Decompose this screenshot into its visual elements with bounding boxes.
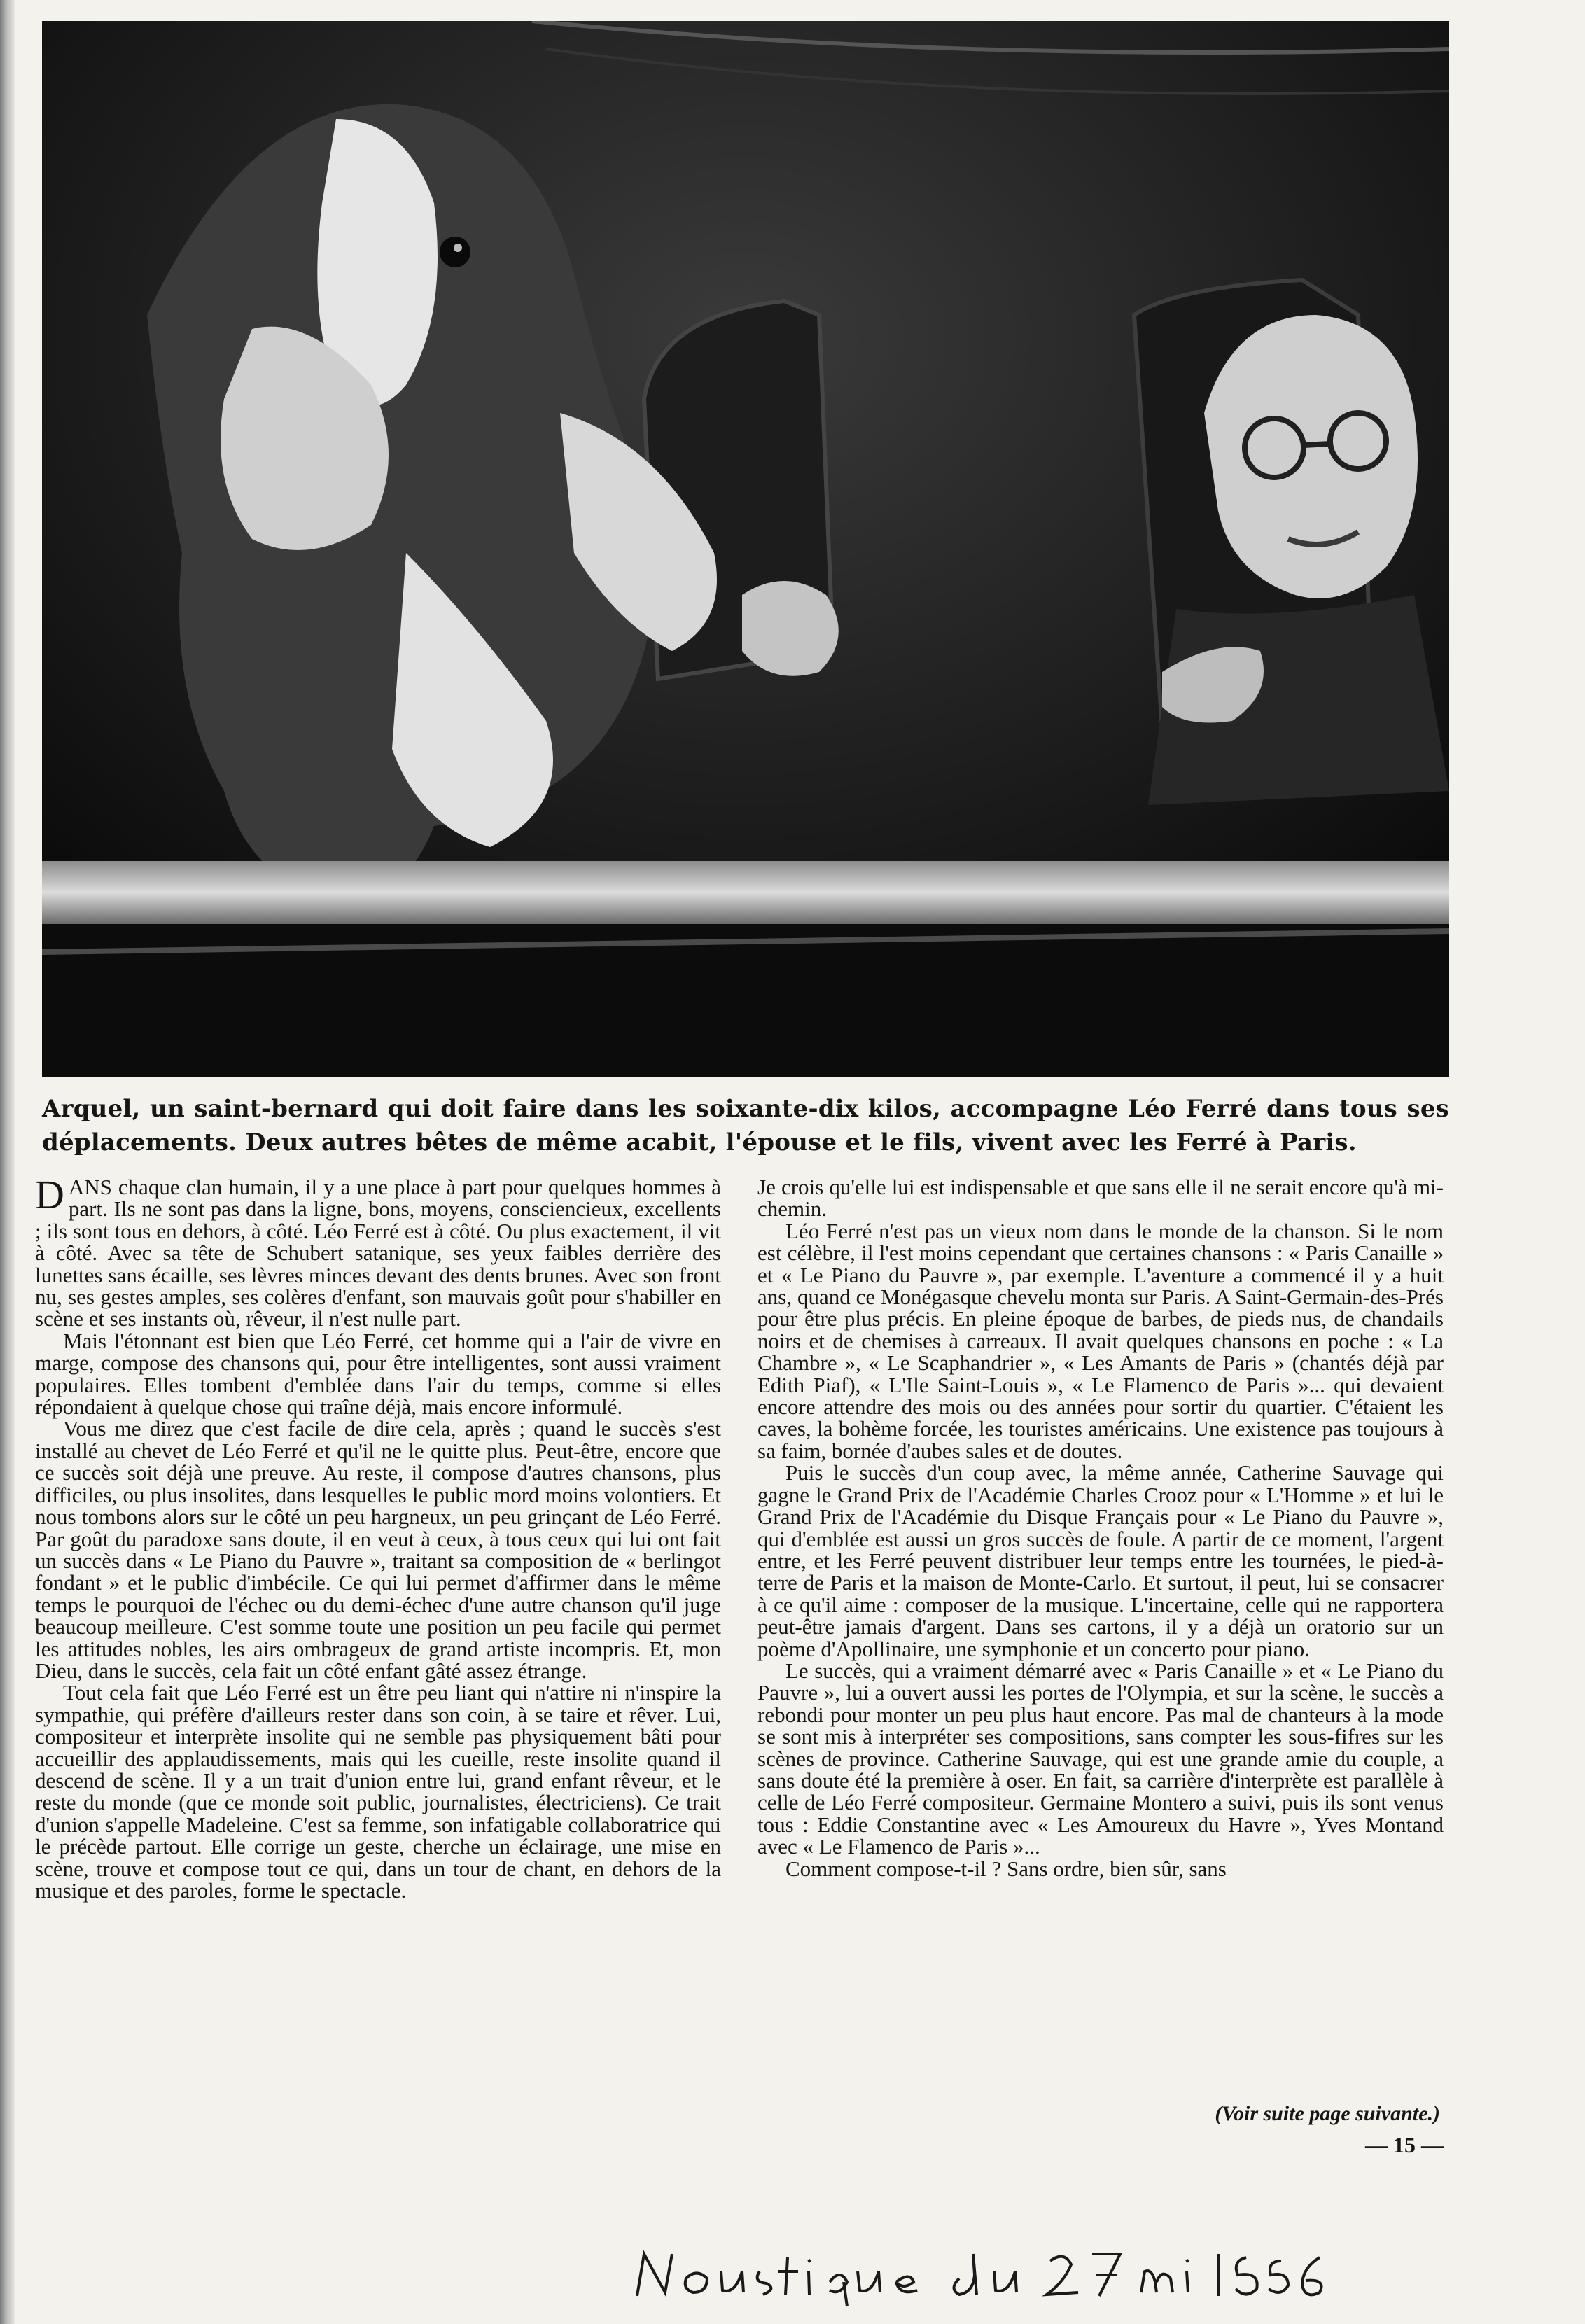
photo-dog-and-man-icon (42, 21, 1449, 1077)
article-paragraph: Le succès, qui a vraiment démarré avec « Paris Canaille » et « Le Piano du Pauvre », lui a ouvert aussi les portes de l'Olympia, et sur la scène, le succès a rebondi pour monter un peu plus haut encore. Pas mal de chanteurs à la mode se sont mis à interpréter ses compositions, sans compter les sous-fifres sur les scènes de province. Catherine Sauvage, qui est une grande amie du couple, a sans doute été la première à oser. En fait, sa carrière d'interprète est parallèle à celle de Léo Ferré compositeur. Germaine Montero a suivi, puis ils sont venus tous : Eddie Constantine avec « Les Amoureux du Havre », Yves Montand avec « Le Flamenco de Paris »... (757, 1658, 1444, 1859)
photo-caption: Arquel, un saint-bernard qui doit faire dans les soixante-dix kilos, accompagne Léo Ferré dans tous ses déplacements. Deux autres bêtes de même acabit, l'épouse et le fils, vivent avec les Ferré à Paris. (42, 1095, 1449, 1156)
page-number: — 15 — (1365, 2132, 1444, 2157)
article-paragraph: Tout cela fait que Léo Ferré est un être peu liant qui n'attire ni n'inspire la sympathie, qui préfère d'ailleurs rester dans son coin, à se taire et rêver. Lui, compositeur et interprète insolite qui ne semble pas physiquement bâti pour accueillir des applaudissements, mais qui les cueille, reste insolite quand il descend de scène. Il y a un trait d'union entre lui, grand enfant rêveur, et le reste du monde (que ce monde soit public, journalistes, électriciens). Ce trait d'union s'appelle Madeleine. C'est sa femme, son infatigable collaboratrice qui le précède partout. Elle corrige un geste, cherche un éclairage, une mise en scène, trouve et compose tout ce qui, dans un tour de chant, en dehors de la musique et des paroles, forme le spectacle. (35, 1680, 721, 1903)
article-paragraph: DANS chaque clan humain, il y a une place à part pour quelques hommes à part. Ils ne sont pas dans la ligne, bons, moyens, consciencieux, excellents ; ils sont tous en dehors, à côté. Léo Ferré est à côté. Ou plus exactement, il vit à côté. Avec sa tête de Schubert satanique, ses yeux faibles derrière des lunettes sans écaille, ses lèvres minces devant des dents brunes. Avec son front nu, ses gestes amples, ses colères d'enfant, son mauvais goût pour s'habiller en scène et ses instants où, rêveur, il n'est nulle part. (35, 1172, 721, 1331)
article-paragraph: Léo Ferré n'est pas un vieux nom dans le monde de la chanson. Si le nom est célèbre, il l'est moins cependant que certaines chansons : « Paris Canaille » et « Le Piano du Pauvre », par exemple. L'aventure a commencé il y a huit ans, quand ce Monégasque chevelu monta sur Paris. A Saint-Germain-des-Prés pour être plus précis. En pleine époque de barbes, de pieds nus, de chandails noirs et de chemises à carreaux. Il avait quelques chansons en poche : « La Chambre », « Le Scaphandrier », « Les Amants de Paris » (chantés déjà par Edith Piaf), « L'Ile Saint-Louis », « Le Flamenco de Paris »... qui devaient encore attendre des mois ou des années pour sortir du quartier. C'étaient les caves, la bohème forcée, les touristes américains. Une existence pas toujours à sa faim, bornée d'aubes sales et de doutes. (757, 1218, 1444, 1463)
article-right-column (757, 1176, 1444, 1879)
article-paragraph: Puis le succès d'un coup avec, la même année, Catherine Sauvage qui gagne le Grand Prix de l'Académie Charles Crooz pour « L'Homme » et lui le Grand Prix de l'Académie du Disque Français pour « Le Piano du Pauvre », qui d'emblée est aussi un gros succès de foule. A partir de ce moment, l'argent entre, et les Ferré peuvent distribuer leur temps entre les tournées, le pied-à-terre de Paris et la maison de Monte-Carlo. Et surtout, il peut, lui se consacrer à ce qu'il aime : composer de la musique. L'incertaine, celle qui ne rapportera peut-être jamais d'argent. Dans ses cartons, il y a déjà un oratorio sur un poème d'Apollinaire, une symphonie et un concerto pour piano. (757, 1460, 1444, 1661)
continued-notice: (Voir suite page suivante.) (1215, 2102, 1440, 2125)
scan-edge-shadow (0, 0, 15, 2324)
article-paragraph: Comment compose-t-il ? Sans ordre, bien sûr, sans (785, 1856, 1227, 1881)
handwritten-note (630, 2240, 1330, 2310)
article-paragraph: Je crois qu'elle lui est indispensable et que sans elle il ne serait encore qu'à mi-chemin. (757, 1175, 1444, 1222)
article-photo (42, 21, 1449, 1077)
article-paragraph: Mais l'étonnant est bien que Léo Ferré, cet homme qui a l'air de vivre en marge, compose des chansons qui, pour être intelligentes, sont aussi vraiment populaires. Elles tombent d'emblée dans l'air du temps, comme si elles répondaient à quelque chose qui traîne déjà, mais encore informulé. (35, 1328, 721, 1420)
article-paragraph: Vous me direz que c'est facile de dire cela, après ; quand le succès s'est installé au chevet de Léo Ferré et qu'il ne le quitte plus. Peut-être, encore que ce succès soit déjà une preuve. Au reste, il compose d'autres chansons, plus difficiles, ou plus insolites, dans lesquelles le public mord moins volontiers. Et nous tombons alors sur le côté un peu hargneux, un peu grinçant de Léo Ferré. Par goût du paradoxe sans doute, il en veut à ceux, à tous ceux qui lui ont fait un succès dans « Le Piano du Pauvre », traitant sa composition de « berlingot fondant » et le public d'imbécile. Ce qui lui permet d'affirmer dans le même temps le pourquoi de l'échec ou du demi-échec d'une autre chanson qu'il juge beaucoup meilleure. C'est somme toute une position un peu facile qui permet les attitudes nobles, les airs ombrageux de grand artiste incompris. Et, mon Dieu, dans le succès, cela fait un côté enfant gâté assez étrange. (35, 1416, 721, 1683)
article-left-column (35, 1172, 721, 1903)
drop-cap: D (35, 1172, 64, 1217)
handwriting-icon (630, 2240, 1330, 2310)
